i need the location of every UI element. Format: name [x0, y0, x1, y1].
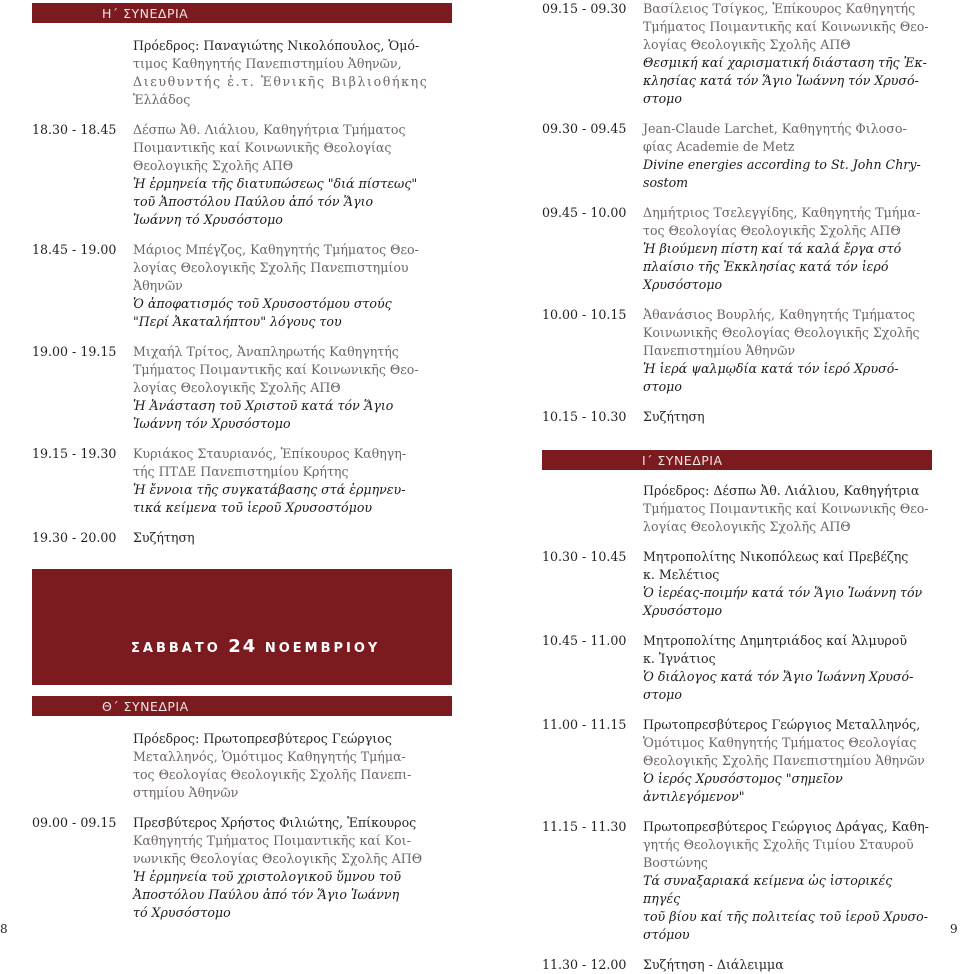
- time-slot: 11.30 - 12.00: [542, 957, 627, 972]
- schedule-item: [32, 529, 452, 547]
- time-slot: 10.00 - 10.15: [542, 307, 627, 322]
- item-body: [133, 121, 452, 229]
- talk-title: Ἡ ἑρμηνεία τῆς διατυπώσεως "διά πίστεως": [133, 176, 418, 191]
- speaker-info: Βοστώνης: [643, 855, 708, 870]
- time-slot: 09.15 - 09.30: [542, 1, 627, 16]
- talk-title: στομο: [643, 687, 682, 702]
- day-banner: [32, 569, 452, 685]
- speaker-info: Πρωτοπρεσβύτερος Γεώργιος Δράγας, Καθη-: [643, 819, 929, 834]
- time-slot: 18.30 - 18.45: [32, 122, 117, 137]
- speaker-info: κ. Μελέτιος: [643, 567, 720, 582]
- schedule-item: [32, 121, 452, 229]
- speaker-info: Καθηγητής Τμήματος Ποιμαντικῆς καί Κοι-: [133, 833, 411, 848]
- speaker-info: Διευθυντής ἐ.τ. Ἐθνικῆς Βιβλιοθήκης: [133, 74, 429, 89]
- schedule-item: [542, 120, 932, 192]
- talk-title: Ἡ Ἀνάσταση τοῦ Χριστοῦ κατά τόν Ἅγιο: [133, 398, 394, 413]
- session-title: Ι΄ ΣΥΝΕΔΡΙΑ: [642, 452, 723, 468]
- time-slot: 19.30 - 20.00: [32, 530, 117, 545]
- item-body: [643, 204, 932, 294]
- item-body: [643, 306, 932, 396]
- item-body: [643, 408, 932, 426]
- talk-title: Divine energies according to St. John Chry-: [643, 157, 921, 172]
- item-body: [643, 120, 932, 192]
- speaker-info: Θεολογικῆς Σχολῆς ΑΠΘ: [133, 158, 294, 173]
- left-page-lower: [32, 690, 452, 922]
- speaker-info: κ. Ἰγνάτιος: [643, 651, 716, 666]
- speaker-info: Ἀθανάσιος Βουρλής, Καθηγητής Τμήματος: [643, 307, 916, 322]
- talk-title: στομο: [643, 379, 682, 394]
- talk-title: sostom: [643, 175, 689, 190]
- speaker-info: τής ΠΤΔΕ Πανεπιστημίου Κρήτης: [133, 464, 349, 479]
- speaker-info: Μητροπολίτης Δημητριάδος καί Ἁλμυροῦ: [643, 633, 908, 648]
- speaker-info: Τμήματος Ποιμαντικῆς καί Κοινωνικῆς Θεο-: [133, 362, 419, 377]
- item-body: [643, 632, 932, 704]
- talk-title: Ἡ ἱερά ψαλμῳδία κατά τόν ἱερό Χρυσό-: [643, 361, 899, 376]
- speaker-info: Πρωτοπρεσβύτερος Γεώργιος Μεταλληνός,: [643, 717, 921, 732]
- talk-title: στόμου: [643, 927, 690, 942]
- chair-text: [133, 37, 452, 109]
- chair-text: [643, 482, 932, 536]
- session-title: Η΄ ΣΥΝΕΔΡΙΑ: [102, 5, 189, 21]
- schedule-item: [32, 445, 452, 517]
- time-slot: [32, 37, 133, 109]
- schedule-item: [542, 548, 932, 620]
- speaker-info: λογίας Θεολογικῆς Σχολῆς ΑΠΘ: [133, 380, 341, 395]
- speaker-info: Δέσπω Ἀθ. Λιάλιου, Καθηγήτρια Τμήματος: [133, 122, 406, 137]
- schedule-item: [32, 343, 452, 433]
- talk-title: Ὁ ἱερέας-ποιμήν κατά τόν Ἅγιο Ἰωάννη τόν: [643, 585, 923, 600]
- talk-title: πλαίσιο τῆς Ἐκκλησίας κατά τόν ἱερό: [643, 259, 889, 274]
- item-body: [133, 343, 452, 433]
- chair-text: [133, 730, 452, 802]
- schedule-item: [542, 632, 932, 704]
- speaker-info: Κοινωνικῆς Θεολογίας Θεολογικῆς Σχολῆς: [643, 325, 920, 340]
- speaker-info: Τμήματος Ποιμαντικῆς καί Κοινωνικῆς Θεο-: [643, 19, 929, 34]
- speaker-info: Κυριάκος Σταυριανός, Ἐπίκουρος Καθηγη-: [133, 446, 407, 461]
- talk-title: τικά κείμενα τοῦ ἱεροῦ Χρυσοστόμου: [133, 500, 373, 515]
- speaker-info: Ἀθηνῶν: [133, 278, 183, 293]
- speaker-info: Συζήτηση: [133, 530, 195, 545]
- talk-title: Ὁ ἱερός Χρυσόστομος "σημεῖον ἀντιλεγόμενον": [643, 771, 843, 804]
- item-body: [133, 241, 452, 331]
- item-body: [643, 0, 932, 108]
- talk-title: Ἀποστόλου Παύλου ἀπό τόν Ἅγιο Ἰωάννη: [133, 887, 400, 902]
- time-slot: 19.00 - 19.15: [32, 344, 117, 359]
- schedule-item: [32, 814, 452, 922]
- time-slot: 10.45 - 11.00: [542, 633, 627, 648]
- talk-title: τοῦ βίου καί τῆς πολιτείας τοῦ ἱεροῦ Χρυσο-: [643, 909, 928, 924]
- item-body: [643, 548, 932, 620]
- session-header: [542, 450, 932, 470]
- speaker-info: Θεολογικῆς Σχολῆς Πανεπιστημίου Ἀθηνῶν: [643, 753, 925, 768]
- speaker-info: Πρόεδρος: Πρωτοπρεσβύτερος Γεώργιος: [133, 731, 392, 746]
- speaker-info: Ἑλλάδος: [133, 92, 191, 107]
- speaker-info: Τμήματος Ποιμαντικῆς καί Κοινωνικῆς Θεο-: [643, 501, 929, 516]
- session-chair: [32, 730, 452, 802]
- page-number: 9: [950, 922, 958, 936]
- speaker-info: Βασίλειος Τσίγκος, Ἐπίκουρος Καθηγητής: [643, 1, 916, 16]
- time-slot: 09.00 - 09.15: [32, 815, 117, 830]
- speaker-info: Πρόεδρος: Δέσπω Ἀθ. Λιάλιου, Καθηγήτρια: [643, 483, 920, 498]
- item-body: [133, 529, 452, 547]
- speaker-info: τος Θεολογίας Θεολογικῆς Σχολῆς Πανεπι-: [133, 767, 412, 782]
- schedule-item: [542, 408, 932, 426]
- speaker-info: λογίας Θεολογικῆς Σχολῆς ΑΠΘ: [643, 37, 851, 52]
- time-slot: 10.15 - 10.30: [542, 409, 627, 424]
- schedule-item: [542, 306, 932, 396]
- talk-title: "Περί Ἀκαταλήπτου" λόγους του: [133, 314, 342, 329]
- day-title: ΣΑΒΒΑΤΟ 24 ΝΟΕΜΒΡΙΟΥ: [131, 636, 381, 657]
- talk-title: κλησίας κατά τόν Ἅγιο Ἰωάννη τόν Χρυσό-: [643, 73, 919, 88]
- schedule-item: [32, 241, 452, 331]
- item-body: [133, 445, 452, 517]
- schedule-item: [542, 204, 932, 294]
- speaker-info: λογίας Θεολογικῆς Σχολῆς Πανεπιστημίου: [133, 260, 409, 275]
- talk-title: Τά συναξαριακά κείμενα ὡς ἱστορικές πηγές: [643, 873, 893, 906]
- speaker-info: Ὁμότιμος Καθηγητής Τμήματος Θεολογίας: [643, 735, 917, 750]
- item-body: [643, 956, 932, 974]
- talk-title: Ὁ διάλογος κατά τόν Ἅγιο Ἰωάννη Χρυσό-: [643, 669, 914, 684]
- speaker-info: φίας Academie de Metz: [643, 139, 795, 154]
- speaker-info: Πρεσβύτερος Χρήστος Φιλιώτης, Ἐπίκουρος: [133, 815, 417, 830]
- schedule-item: [542, 956, 932, 974]
- item-body: [133, 814, 452, 922]
- session-header: [32, 3, 452, 23]
- speaker-info: Μεταλληνός, Ὁμότιμος Καθηγητής Τμήμα-: [133, 749, 406, 764]
- time-slot: 18.45 - 19.00: [32, 242, 117, 257]
- speaker-info: Συζήτηση: [643, 409, 705, 424]
- session-chair: [32, 37, 452, 109]
- speaker-info: Πρόεδρος: Παναγιώτης Νικολόπουλος, Ὁμό-: [133, 38, 420, 53]
- item-body: [643, 818, 932, 944]
- speaker-info: γητής Θεολογικῆς Σχολῆς Τιμίου Σταυροῦ: [643, 837, 914, 852]
- talk-title: τοῦ Ἀποστόλου Παύλου ἀπό τόν Ἅγιο: [133, 194, 374, 209]
- speaker-info: τιμος Καθηγητής Πανεπιστημίου Ἀθηνῶν,: [133, 56, 402, 71]
- talk-title: Χρυσόστομο: [643, 277, 723, 292]
- speaker-info: Μάριος Μπέγζος, Καθηγητής Τμήματος Θεο-: [133, 242, 419, 257]
- speaker-info: Δημήτριος Τσελεγγίδης, Καθηγητής Τμήμα-: [643, 205, 921, 220]
- talk-title: Ἰωάννη τό Χρυσόστομο: [133, 212, 283, 227]
- speaker-info: τος Θεολογίας Θεολογικῆς Σχολῆς ΑΠΘ: [643, 223, 901, 238]
- talk-title: Χρυσόστομο: [643, 603, 723, 618]
- speaker-info: λογίας Θεολογικῆς Σχολῆς ΑΠΘ: [643, 519, 851, 534]
- talk-title: Ἡ ἑρμηνεία τοῦ χριστολογικοῦ ὕμνου τοῦ: [133, 869, 402, 884]
- session-title: Θ΄ ΣΥΝΕΔΡΙΑ: [102, 698, 189, 714]
- schedule-item: [542, 716, 932, 806]
- session-header: [32, 696, 452, 716]
- speaker-info: Jean-Claude Larchet, Καθηγητής Φιλοσο-: [643, 121, 907, 136]
- time-slot: 10.30 - 10.45: [542, 549, 627, 564]
- speaker-info: Μητροπολίτης Νικοπόλεως καί Πρεβέζης: [643, 549, 909, 564]
- left-page: [32, 0, 452, 547]
- speaker-info: Ποιμαντικῆς καί Κοινωνικῆς Θεολογίας: [133, 140, 392, 155]
- speaker-info: Συζήτηση - Διάλειμμα: [643, 957, 784, 972]
- speaker-info: Πανεπιστημίου Ἀθηνῶν: [643, 343, 796, 358]
- talk-title: Ἡ ἔννοια τῆς συγκατάβασης στά ἑρμηνευ-: [133, 482, 406, 497]
- talk-title: Ἰωάννη τόν Χρυσόστομο: [133, 416, 291, 431]
- page-number: 8: [0, 922, 8, 936]
- item-body: [643, 716, 932, 806]
- talk-title: στομο: [643, 91, 682, 106]
- talk-title: Θεσμική καί χαρισματική διάσταση τῆς Ἐκ-: [643, 55, 927, 70]
- speaker-info: νωνικῆς Θεολογίας Θεολογικῆς Σχολῆς ΑΠΘ: [133, 851, 423, 866]
- speaker-info: στημίου Ἀθηνῶν: [133, 785, 239, 800]
- time-slot: 09.30 - 09.45: [542, 121, 627, 136]
- right-page: [542, 0, 932, 974]
- time-slot: 09.45 - 10.00: [542, 205, 627, 220]
- schedule-item: [542, 0, 932, 108]
- talk-title: Ὁ ἀποφατισμός τοῦ Χρυσοστόμου στούς: [133, 296, 392, 311]
- talk-title: Ἡ βιούμενη πίστη καί τά καλά ἔργα στό: [643, 241, 902, 256]
- time-slot: 19.15 - 19.30: [32, 446, 117, 461]
- speaker-info: Μιχαήλ Τρίτος, Ἀναπληρωτής Καθηγητής: [133, 344, 399, 359]
- time-slot: 11.00 - 11.15: [542, 717, 627, 732]
- talk-title: τό Χρυσόστομο: [133, 905, 231, 920]
- schedule-item: [542, 818, 932, 944]
- time-slot: 11.15 - 11.30: [542, 819, 627, 834]
- session-chair: [542, 482, 932, 536]
